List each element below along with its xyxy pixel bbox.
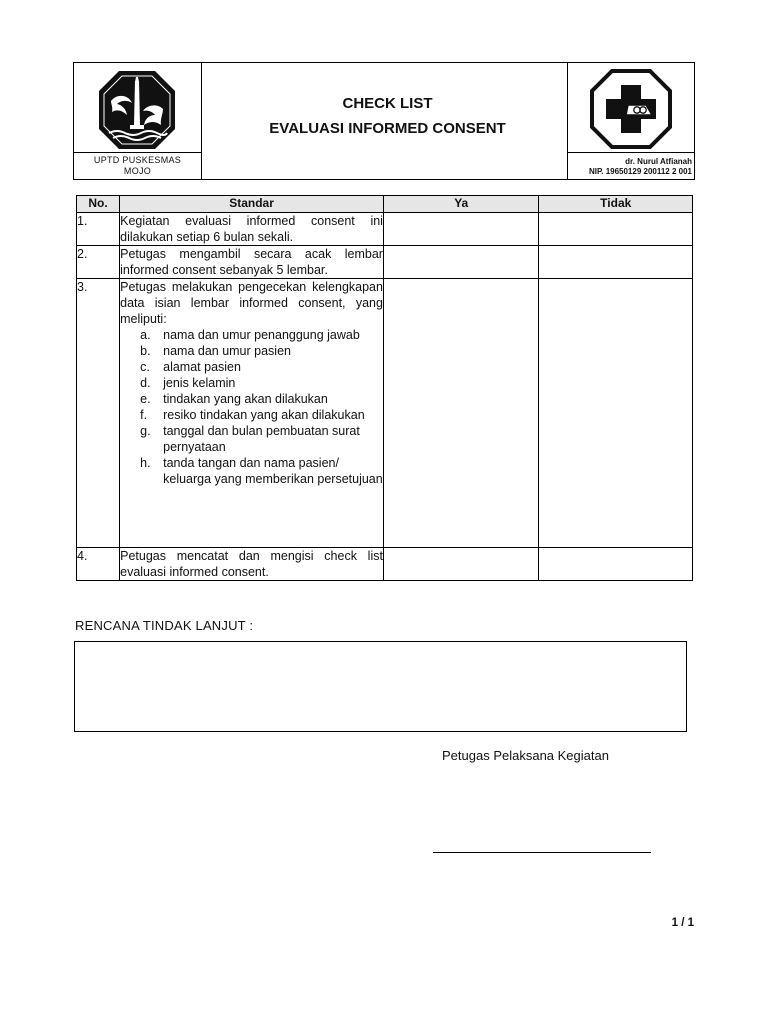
table-row (77, 279, 693, 548)
list-item-text: alamat pasien (163, 360, 241, 374)
head-official-name: dr. Nurul Atfianah (625, 157, 692, 166)
header-right-divider (568, 152, 694, 153)
table-row (77, 548, 693, 581)
title-line-1: CHECK LIST (342, 95, 433, 112)
ya-checkbox-cell[interactable] (383, 548, 539, 581)
list-marker: b. (140, 344, 151, 358)
header-right-cell (567, 63, 694, 179)
list-item-text: resiko tindakan yang akan dilakukan (163, 408, 365, 422)
list-item (120, 327, 383, 343)
header-left-divider (74, 152, 201, 153)
row-standard-text: Kegiatan evaluasi informed consent ini dilakukan setiap 6 bulan sekali. (120, 214, 383, 244)
list-item (120, 455, 383, 487)
institution-name: UPTD PUSKESMAS (93, 155, 182, 165)
column-header-tidak: Tidak (539, 196, 693, 213)
institution-location: MOJO (123, 166, 152, 176)
row-standard-cell (120, 279, 384, 548)
header-left-cell (74, 63, 202, 179)
list-item-text: jenis kelamin (163, 376, 236, 390)
list-marker: f. (140, 408, 148, 422)
list-item (120, 423, 383, 455)
page-number: 1 / 1 (671, 917, 694, 929)
list-item (120, 343, 383, 359)
table-row (77, 213, 693, 246)
data-items-list (120, 327, 383, 487)
list-item-text: nama dan umur pasien (163, 344, 291, 358)
title-line-2: EVALUASI INFORMED CONSENT (269, 120, 506, 137)
ya-checkbox-cell[interactable] (383, 213, 539, 246)
puskesmas-cross-logo-icon (590, 69, 672, 149)
follow-up-label: RENCANA TINDAK LANJUT : (75, 618, 254, 633)
list-marker: c. (140, 360, 150, 374)
tidak-checkbox-cell[interactable] (539, 246, 693, 279)
list-item-text: tanda tangan dan nama pasien/ keluarga yang memberikan persetujuan (163, 456, 383, 486)
ya-checkbox-cell[interactable] (383, 279, 539, 548)
ya-checkbox-cell[interactable] (383, 246, 539, 279)
head-official-nip: NIP. 19650129 200112 2 001 (588, 167, 692, 176)
column-header-ya: Ya (383, 196, 539, 213)
document-title (201, 94, 568, 139)
checklist-table (76, 195, 693, 581)
list-item-text: tanggal dan bulan pembuatan surat pernyataan (163, 424, 360, 454)
tidak-checkbox-cell[interactable] (539, 213, 693, 246)
list-item (120, 359, 383, 375)
institution-caption (74, 155, 201, 177)
tidak-checkbox-cell[interactable] (539, 279, 693, 548)
list-item (120, 407, 383, 423)
city-crest-logo-icon (97, 69, 177, 151)
follow-up-text-area[interactable] (74, 641, 687, 732)
row-number: 4. (77, 548, 120, 581)
list-item (120, 391, 383, 407)
tidak-checkbox-cell[interactable] (539, 548, 693, 581)
row-standard-text: Petugas mencatat dan mengisi check list evaluasi informed consent. (120, 549, 383, 579)
row-number: 3. (77, 279, 120, 548)
table-row (77, 246, 693, 279)
column-header-standar: Standar (120, 196, 384, 213)
list-marker: e. (140, 392, 151, 406)
row-number: 2. (77, 246, 120, 279)
row-standard-text: Petugas melakukan pengecekan kelengkapan data isian lembar informed consent, yang meliputi: (120, 280, 383, 326)
table-header-row (77, 196, 693, 213)
signer-title: Petugas Pelaksana Kegiatan (442, 748, 609, 763)
row-number: 1. (77, 213, 120, 246)
column-header-no: No. (77, 196, 120, 213)
list-marker: g. (140, 424, 151, 438)
list-item-text: nama dan umur penanggung jawab (163, 328, 360, 342)
list-marker: h. (140, 456, 151, 470)
signature-line[interactable] (433, 852, 651, 853)
row-standard-text: Petugas mengambil secara acak lembar informed consent sebanyak 5 lembar. (120, 247, 383, 277)
list-marker: d. (140, 376, 151, 390)
document-header (73, 62, 695, 180)
head-official-caption (568, 157, 692, 177)
list-item-text: tindakan yang akan dilakukan (163, 392, 328, 406)
list-item (120, 375, 383, 391)
list-marker: a. (140, 328, 151, 342)
